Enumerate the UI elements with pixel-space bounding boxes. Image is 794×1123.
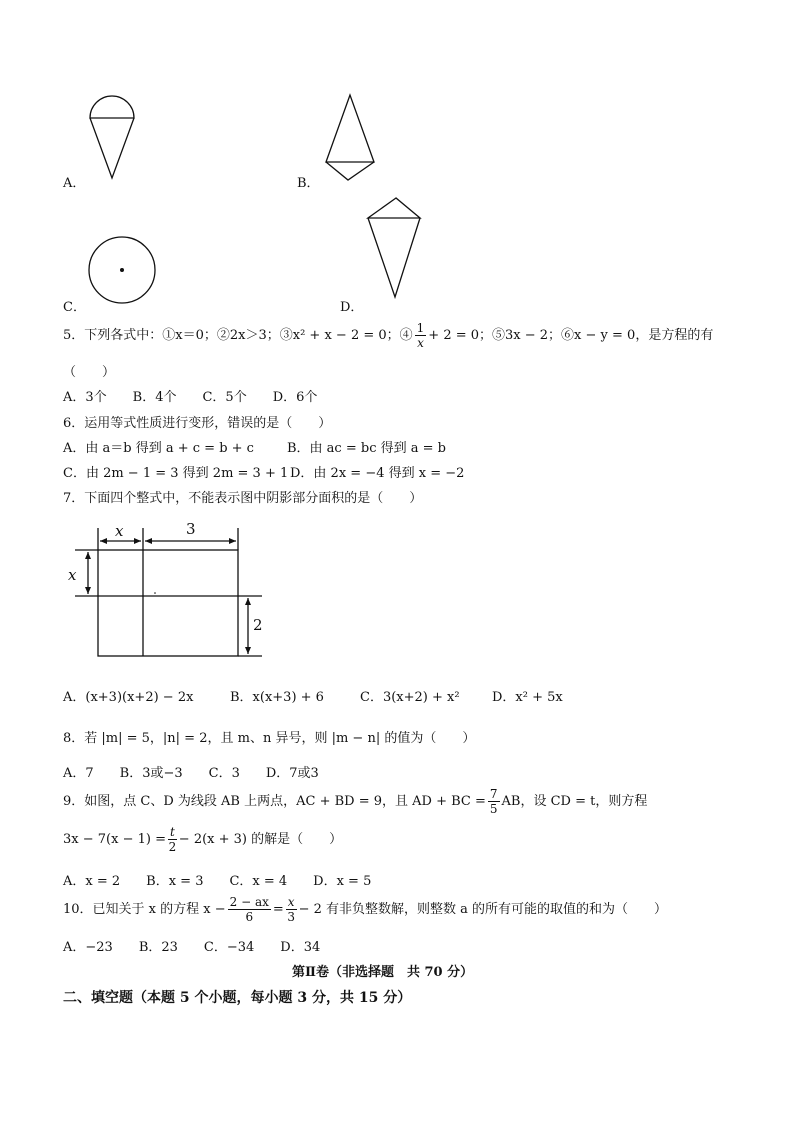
q10-options[interactable]: A．−23 B．23 C．−34 D．34 <box>63 940 321 955</box>
q6-stem: 6．运用等式性质进行变形，错误的是（ ） <box>63 416 332 431</box>
q10-stem <box>63 896 667 923</box>
figure-d-kite <box>368 198 420 297</box>
q6-option-c[interactable]: C．由 2m − 1 = 3 得到 2m = 3 + 1 <box>63 466 289 481</box>
figure-c-circle <box>89 237 155 303</box>
q8-options[interactable]: A．7 B．3或−3 C．3 D．7或3 <box>63 766 319 781</box>
q9-stem <box>63 788 647 815</box>
q9-stem-a: 9．如图，点 C、D 为线段 AB 上两点，AC + BD = 9，且 AD + BC = <box>63 794 486 809</box>
q10-fraction-1 <box>228 896 271 923</box>
q10-frac2-num: x <box>287 895 295 909</box>
q7-label-x-top: x <box>115 522 124 540</box>
section-title: 第Ⅱ卷（非选择题 共 70 分） <box>292 965 474 980</box>
q4-option-d[interactable]: D． <box>340 300 364 315</box>
q7-label-2: 2 <box>253 616 263 634</box>
q7-diagram <box>75 528 262 656</box>
q10-frac2-den: 3 <box>287 910 295 924</box>
q7-label-x-left: x <box>68 566 77 584</box>
q9-eq-den: 2 <box>168 840 177 854</box>
q5-frac-num: 1 <box>416 321 425 335</box>
q7-option-d[interactable]: D．x² + 5x <box>492 690 563 705</box>
q10-stem-b: − 2 有非负整数解，则整数 a 的所有可能的取值的和为（ ） <box>298 902 668 917</box>
q10-stem-a: 10．已知关于 x 的方程 x − <box>63 902 226 917</box>
q5-stem <box>63 322 713 349</box>
q9-eq-num: t <box>169 825 175 839</box>
q6-option-d[interactable]: D．由 2x = −4 得到 x = −2 <box>290 466 465 481</box>
q7-option-a[interactable]: A．(x+3)(x+2) − 2x <box>63 690 194 705</box>
q9-equation <box>63 826 342 853</box>
q7-option-b[interactable]: B．x(x+3) + 6 <box>230 690 324 705</box>
q9-eq-b: − 2(x + 3) 的解是（ ） <box>178 832 343 847</box>
q10-equals: = <box>272 902 284 917</box>
q10-fraction-2 <box>286 896 297 923</box>
q5-stem-pre: 5．下列各式中：① <box>63 328 176 343</box>
fill-in-title: 二、填空题（本题 5 个小题，每小题 3 分，共 15 分） <box>63 990 412 1006</box>
q4-option-a[interactable]: A． <box>63 176 86 191</box>
q6-option-a[interactable]: A．由 a＝b 得到 a + c = b + c <box>63 441 254 456</box>
q5-frac-den: x <box>417 336 424 350</box>
q4-option-c[interactable]: C． <box>63 300 86 315</box>
q5-options[interactable]: A．3个 B．4个 C．5个 D．6个 <box>63 390 318 405</box>
figure-a-cone <box>90 96 134 178</box>
q10-frac1-den: 6 <box>245 910 254 924</box>
q9-fraction-7-5 <box>488 788 500 815</box>
q5-expr-1: x＝0；②2x＞3；③x² + x − 2 = 0；④ <box>175 328 413 343</box>
figure-b-kite <box>326 95 374 180</box>
q5-fraction <box>415 322 427 349</box>
q4-option-b[interactable]: B． <box>297 176 320 191</box>
q9-frac-num: 7 <box>489 787 498 801</box>
q9-eq-a: 3x − 7(x − 1) = <box>63 832 166 847</box>
q5-paren: （ ） <box>63 365 116 380</box>
q9-stem-b: AB，设 CD = t，则方程 <box>501 794 648 809</box>
q9-frac-den: 5 <box>489 802 498 816</box>
q7-stem: 7．下面四个整式中，不能表示图中阴影部分面积的是（ ） <box>63 491 423 506</box>
q5-expr-2: + 2 = 0；⑤3x − 2；⑥x − y = 0，是方程的有 <box>428 328 714 343</box>
q9-options[interactable]: A．x = 2 B．x = 3 C．x = 4 D．x = 5 <box>63 874 372 889</box>
q7-label-3: 3 <box>186 520 196 538</box>
q10-frac1-num: 2 − ax <box>229 895 269 909</box>
q6-option-b[interactable]: B．由 ac = bc 得到 a = b <box>287 441 446 456</box>
q8-stem: 8．若 |m| = 5，|n| = 2，且 m、n 异号，则 |m − n| 的值为（ ） <box>63 731 476 746</box>
q7-option-c[interactable]: C．3(x+2) + x² <box>360 690 460 705</box>
q9-fraction-t-2 <box>168 826 177 853</box>
